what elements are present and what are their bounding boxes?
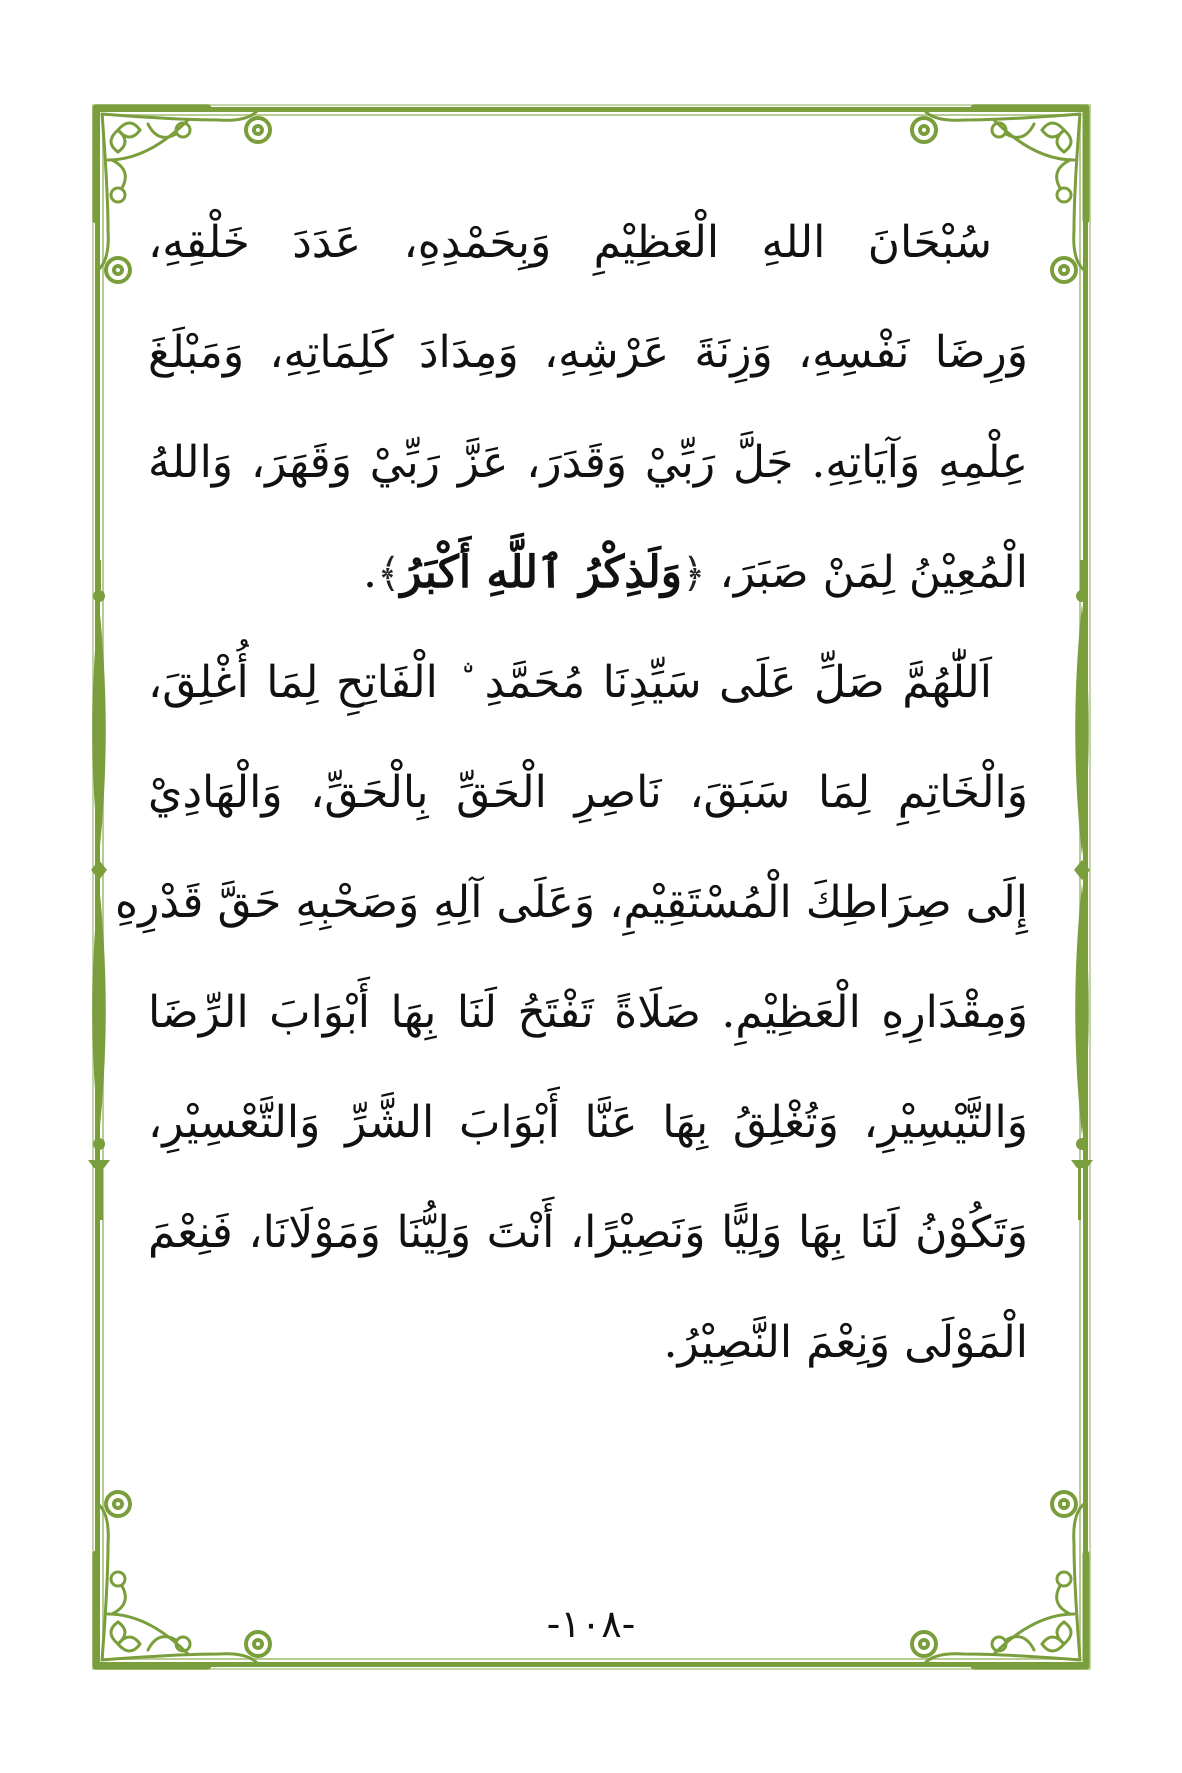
text-line: وَتَكُوْنُ لَنَا بِهَا وَلِيًّا وَنَصِيْرًا، أَنْتَ وَلِيُّنَا وَمَوْلَانَا، فَنِعْمَ (148, 1207, 1028, 1258)
corner-ornament-icon (894, 1474, 1094, 1674)
text-line: عِلْمِهِ وَآيَاتِهِ. جَلَّ رَبِّيْ وَقَدَرَ، عَزَّ رَبِّيْ وَقَهَرَ، وَاللهُ (148, 437, 1028, 488)
corner-ornament-icon (88, 1474, 288, 1674)
text-line: الْمَوْلَى وَنِعْمَ النَّصِيْرُ. (663, 1317, 1028, 1368)
side-spindle-ornament-icon (84, 560, 114, 1220)
text-line: وَالتَّيْسِيْرِ، وَتُغْلِقُ بِهَا عَنَّا أَبْوَابَ الشَّرِّ وَالتَّعْسِيْرِ، (148, 1097, 1028, 1148)
side-spindle-ornament-icon (1067, 560, 1097, 1220)
quote-period: . (362, 547, 377, 598)
text-line: وَرِضَا نَفْسِهِ، وَزِنَةَ عَرْشِهِ، وَمِدَادَ كَلِمَاتِهِ، وَمَبْلَغَ (148, 327, 1028, 378)
text-line: سُبْحَانَ اللهِ الْعَظِيْمِ وَبِحَمْدِهِ، عَدَدَ خَلْقِهِ، (148, 217, 992, 268)
arabic-text-body (115, 188, 1028, 1398)
text-line: وَمِقْدَارِهِ الْعَظِيْمِ. صَلَاةً تَفْتَحُ لَنَا بِهَا أَبْوَابَ الرِّضَا (148, 987, 1028, 1038)
text-line-with-quran-quote (148, 518, 1028, 628)
paragraph-tasbih (148, 188, 1028, 628)
text-line: اَللّٰهُمَّ صَلِّ عَلَى سَيِّدِنَا مُحَمَّدِ ۨ الْفَاتِحِ لِمَا أُغْلِقَ، (148, 657, 992, 708)
paragraph-salawat (115, 628, 1028, 1398)
page-number: -١٠٨- (546, 1602, 636, 1646)
text-line: إِلَى صِرَاطِكَ الْمُسْتَقِيْمِ، وَعَلَى آلِهِ وَصَحْبِهِ حَقَّ قَدْرِهِ (115, 877, 1028, 928)
quran-bracket-open-icon: ﴿ (682, 551, 706, 597)
text-segment: الْمُعِيْنُ لِمَنْ صَبَرَ، (719, 547, 1028, 598)
quran-bracket-close-icon: ﴾ (376, 551, 401, 597)
text-line: وَالْخَاتِمِ لِمَا سَبَقَ، نَاصِرِ الْحَقِّ بِالْحَقِّ، وَالْهَادِيْ (148, 767, 1028, 818)
quran-quote: وَلَذِكْرُ ٱللَّهِ أَكْبَرُ (400, 547, 683, 598)
